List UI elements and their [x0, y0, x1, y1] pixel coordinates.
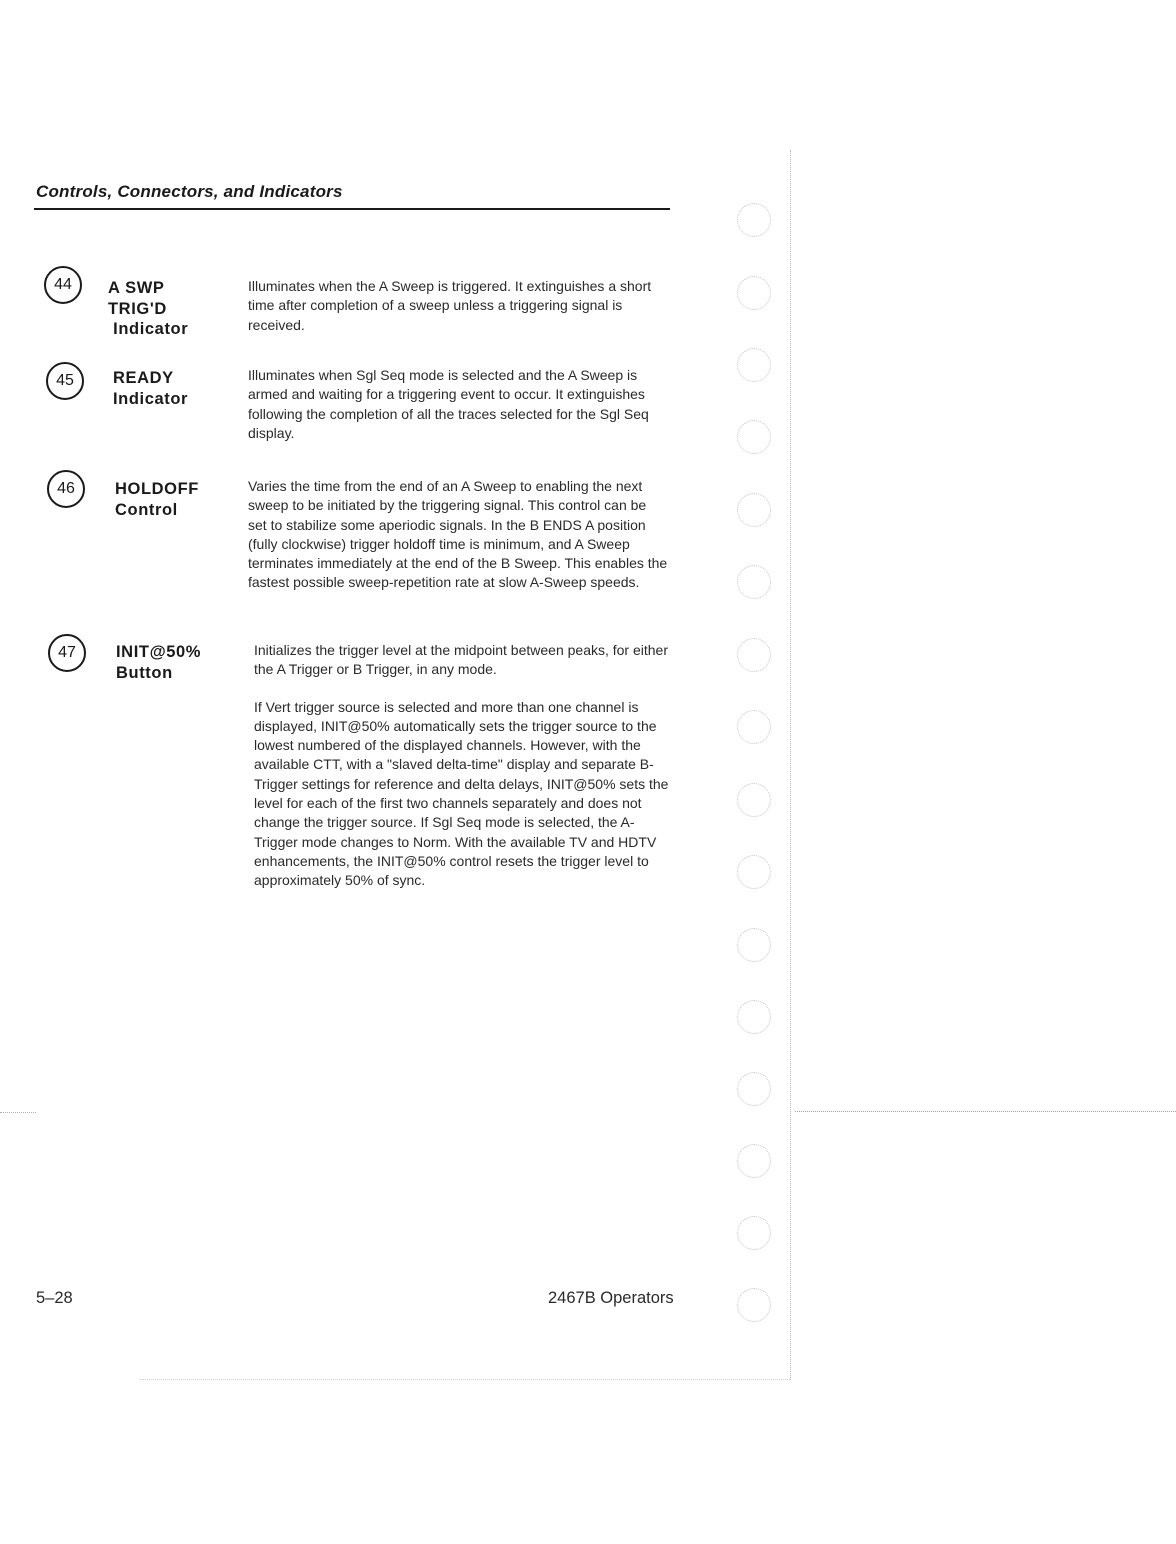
binder-hole: [737, 1144, 771, 1178]
binder-hole: [737, 1072, 771, 1106]
footer-page-number: 5–28: [36, 1289, 73, 1307]
binder-hole: [737, 1000, 771, 1034]
control-description: [248, 366, 668, 443]
description-paragraph: Illuminates when Sgl Seq mode is selected and the A Sweep is armed and waiting for a triggering event to occur. It extinguishes following the completion of all the traces selected for the Sgl Seq display.: [248, 367, 649, 441]
page-edge-line: [795, 1111, 1176, 1113]
binder-hole: [737, 638, 771, 672]
page-edge-line-left: [0, 1112, 36, 1114]
description-paragraph: Varies the time from the end of an A Sweep to enabling the next sweep to be initiated by the triggering signal. This control can be set to stabilize some aperiodic signals. In the B ENDS A position (fully clockwise) trigger holdoff time is minimum, and A Sweep terminates immediately at the end of the B Sweep. This enables the fastest possible sweep-repetition rate at slow A-Sweep speeds.: [248, 478, 668, 591]
callout-number: 46: [47, 470, 85, 508]
binder-hole: [737, 928, 771, 962]
binder-hole: [737, 565, 771, 599]
control-description: [248, 277, 668, 335]
callout-number: 44: [44, 266, 82, 304]
callout-number: 47: [48, 634, 86, 672]
control-label: HOLDOFF Control: [115, 480, 199, 519]
callout-number: 45: [46, 362, 84, 400]
description-paragraph: Illuminates when the A Sweep is triggered. It extinguishes a short time after completion of a sweep unless a triggering signal is received.: [248, 278, 652, 333]
control-label: READY Indicator: [113, 369, 189, 408]
binder-hole: [737, 710, 771, 744]
header-rule: [34, 208, 670, 210]
binder-hole: [737, 493, 771, 527]
page-header-title: Controls, Connectors, and Indicators: [36, 182, 343, 201]
control-description: [254, 641, 674, 891]
binder-hole: [737, 783, 771, 817]
binder-hole: [737, 276, 771, 310]
binder-hole: [737, 1216, 771, 1250]
page-bottom-edge: [140, 1379, 790, 1381]
binder-line: [790, 150, 792, 1380]
control-label: INIT@50% Button: [116, 643, 202, 682]
binder-hole: [737, 203, 771, 237]
binder-hole: [737, 1288, 771, 1322]
binder-hole: [737, 855, 771, 889]
footer-manual-title: 2467B Operators: [548, 1289, 674, 1307]
description-paragraph: Initializes the trigger level at the midpoint between peaks, for either the A Trigger or B Trigger, in any mode.: [254, 642, 669, 678]
description-paragraph: If Vert trigger source is selected and more than one channel is displayed, INIT@50% automatically sets the trigger source to the lowest numbered of the displayed channels. However, with the available CTT, with a "slaved delta-time" display and separate B-Trigger settings for reference and delta delays, INIT@50% sets the level for each of the first two channels separately and does not change the trigger source. If Sgl Seq mode is selected, the A-Trigger mode changes to Norm. With the available TV and HDTV enhancements, the INIT@50% control resets the trigger level to approximately 50% of sync.: [254, 698, 669, 889]
control-label: A SWP TRIG'D Indicator: [108, 279, 189, 338]
binder-hole: [737, 348, 771, 382]
binder-hole: [737, 420, 771, 454]
control-description: [248, 477, 668, 593]
